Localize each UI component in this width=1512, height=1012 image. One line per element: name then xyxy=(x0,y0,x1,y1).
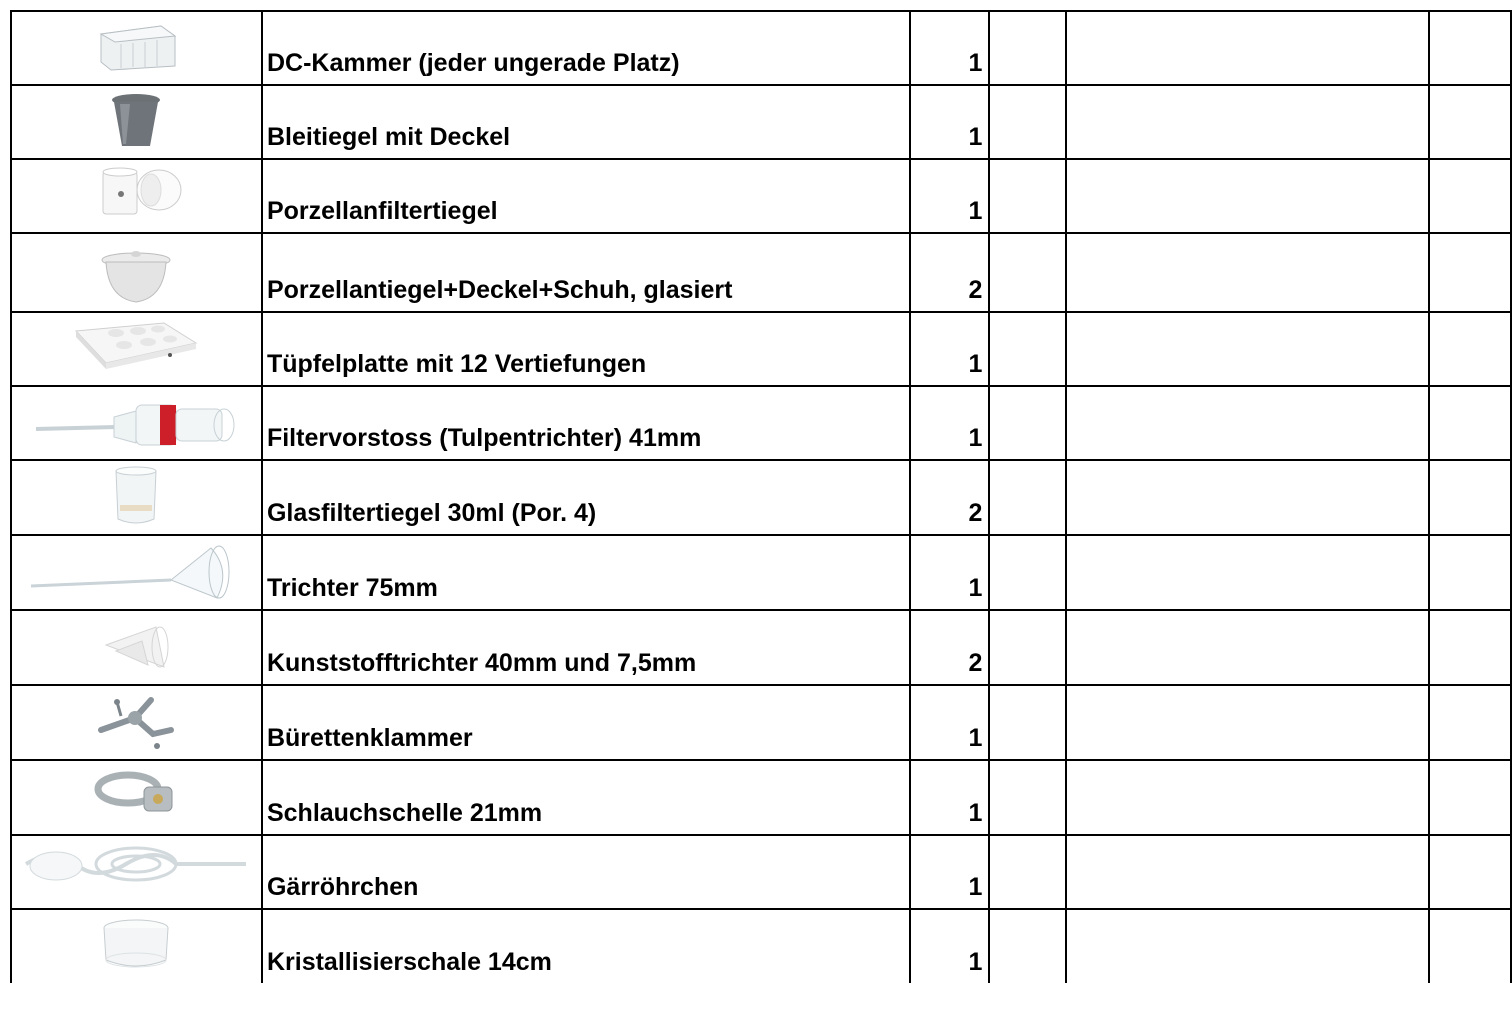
empty-cell-c[interactable] xyxy=(1429,233,1511,312)
empty-cell-b[interactable] xyxy=(1066,85,1429,159)
item-quantity-cell[interactable]: 1 xyxy=(910,835,990,909)
empty-cell-b[interactable] xyxy=(1066,233,1429,312)
item-quantity-cell[interactable]: 1 xyxy=(910,386,990,460)
porcelain-filter-crucible-icon xyxy=(12,164,261,225)
item-name-cell[interactable]: DC-Kammer (jeder ungerade Platz) xyxy=(262,11,910,85)
empty-cell-b[interactable] xyxy=(1066,386,1429,460)
empty-cell-a[interactable] xyxy=(989,685,1066,760)
table-row xyxy=(11,312,1511,386)
empty-cell-a[interactable] xyxy=(989,909,1066,983)
table-row xyxy=(11,685,1511,760)
item-image-cell[interactable] xyxy=(11,685,262,760)
item-image-cell[interactable] xyxy=(11,535,262,610)
item-name-cell[interactable]: Schlauchschelle 21mm xyxy=(262,760,910,835)
item-name-cell[interactable]: Kunststofftrichter 40mm und 7,5mm xyxy=(262,610,910,685)
item-quantity-cell[interactable]: 1 xyxy=(910,85,990,159)
item-image-cell[interactable] xyxy=(11,610,262,685)
empty-cell-c[interactable] xyxy=(1429,312,1511,386)
empty-cell-c[interactable] xyxy=(1429,685,1511,760)
item-image-cell[interactable] xyxy=(11,386,262,460)
table-row xyxy=(11,909,1511,983)
empty-cell-b[interactable] xyxy=(1066,610,1429,685)
burette-clamp-icon xyxy=(12,690,261,759)
empty-cell-a[interactable] xyxy=(989,312,1066,386)
item-name-cell[interactable]: Filtervorstoss (Tulpentrichter) 41mm xyxy=(262,386,910,460)
empty-cell-b[interactable] xyxy=(1066,460,1429,535)
table-row xyxy=(11,535,1511,610)
spot-plate-icon xyxy=(12,317,261,378)
empty-cell-c[interactable] xyxy=(1429,835,1511,909)
funnel-icon xyxy=(12,540,261,609)
empty-cell-b[interactable] xyxy=(1066,312,1429,386)
item-image-cell[interactable] xyxy=(11,460,262,535)
empty-cell-a[interactable] xyxy=(989,233,1066,312)
empty-cell-a[interactable] xyxy=(989,610,1066,685)
item-image-cell[interactable] xyxy=(11,159,262,233)
empty-cell-a[interactable] xyxy=(989,386,1066,460)
equipment-table xyxy=(10,10,1512,983)
hose-clamp-icon xyxy=(12,765,261,834)
empty-cell-a[interactable] xyxy=(989,760,1066,835)
table-row xyxy=(11,610,1511,685)
empty-cell-a[interactable] xyxy=(989,460,1066,535)
empty-cell-b[interactable] xyxy=(1066,685,1429,760)
empty-cell-b[interactable] xyxy=(1066,835,1429,909)
item-image-cell[interactable] xyxy=(11,11,262,85)
empty-cell-b[interactable] xyxy=(1066,159,1429,233)
item-image-cell[interactable] xyxy=(11,85,262,159)
empty-cell-c[interactable] xyxy=(1429,909,1511,983)
item-quantity-cell[interactable]: 1 xyxy=(910,159,990,233)
item-quantity-cell[interactable]: 2 xyxy=(910,233,990,312)
item-name-cell[interactable]: Bürettenklammer xyxy=(262,685,910,760)
item-quantity-cell[interactable]: 2 xyxy=(910,460,990,535)
porcelain-crucible-icon xyxy=(12,238,261,311)
item-image-cell[interactable] xyxy=(11,909,262,983)
item-image-cell[interactable] xyxy=(11,835,262,909)
crystallizing-dish-icon xyxy=(12,914,261,981)
item-name-cell[interactable]: Porzellantiegel+Deckel+Schuh, glasiert xyxy=(262,233,910,312)
item-name-cell[interactable]: Bleitiegel mit Deckel xyxy=(262,85,910,159)
empty-cell-c[interactable] xyxy=(1429,85,1511,159)
empty-cell-a[interactable] xyxy=(989,835,1066,909)
item-quantity-cell[interactable]: 2 xyxy=(910,610,990,685)
table-row xyxy=(11,159,1511,233)
empty-cell-c[interactable] xyxy=(1429,535,1511,610)
empty-cell-a[interactable] xyxy=(989,11,1066,85)
table-row xyxy=(11,386,1511,460)
table-row xyxy=(11,460,1511,535)
empty-cell-a[interactable] xyxy=(989,535,1066,610)
empty-cell-c[interactable] xyxy=(1429,610,1511,685)
table-row xyxy=(11,11,1511,85)
item-quantity-cell[interactable]: 1 xyxy=(910,760,990,835)
glass-filter-crucible-icon xyxy=(12,465,261,534)
fermentation-tube-icon xyxy=(12,840,261,901)
item-name-cell[interactable]: Trichter 75mm xyxy=(262,535,910,610)
table-row xyxy=(11,233,1511,312)
empty-cell-c[interactable] xyxy=(1429,386,1511,460)
empty-cell-c[interactable] xyxy=(1429,760,1511,835)
empty-cell-b[interactable] xyxy=(1066,11,1429,85)
empty-cell-b[interactable] xyxy=(1066,909,1429,983)
table-row xyxy=(11,760,1511,835)
item-name-cell[interactable]: Porzellanfiltertiegel xyxy=(262,159,910,233)
item-image-cell[interactable] xyxy=(11,233,262,312)
empty-cell-c[interactable] xyxy=(1429,159,1511,233)
item-quantity-cell[interactable]: 1 xyxy=(910,535,990,610)
tlc-chamber-icon xyxy=(12,16,261,77)
item-quantity-cell[interactable]: 1 xyxy=(910,11,990,85)
item-name-cell[interactable]: Gärröhrchen xyxy=(262,835,910,909)
item-name-cell[interactable]: Glasfiltertiegel 30ml (Por. 4) xyxy=(262,460,910,535)
item-name-cell[interactable]: Tüpfelplatte mit 12 Vertiefungen xyxy=(262,312,910,386)
empty-cell-a[interactable] xyxy=(989,85,1066,159)
filter-adapter-icon xyxy=(12,391,261,456)
item-quantity-cell[interactable]: 1 xyxy=(910,909,990,983)
empty-cell-b[interactable] xyxy=(1066,535,1429,610)
lead-crucible-icon xyxy=(12,90,261,155)
item-image-cell[interactable] xyxy=(11,312,262,386)
item-quantity-cell[interactable]: 1 xyxy=(910,312,990,386)
item-quantity-cell[interactable]: 1 xyxy=(910,685,990,760)
empty-cell-c[interactable] xyxy=(1429,460,1511,535)
empty-cell-c[interactable] xyxy=(1429,11,1511,85)
item-image-cell[interactable] xyxy=(11,760,262,835)
plastic-funnel-icon xyxy=(12,615,261,684)
table-row xyxy=(11,835,1511,909)
item-name-cell[interactable]: Kristallisierschale 14cm xyxy=(262,909,910,983)
empty-cell-a[interactable] xyxy=(989,159,1066,233)
empty-cell-b[interactable] xyxy=(1066,760,1429,835)
table-row xyxy=(11,85,1511,159)
